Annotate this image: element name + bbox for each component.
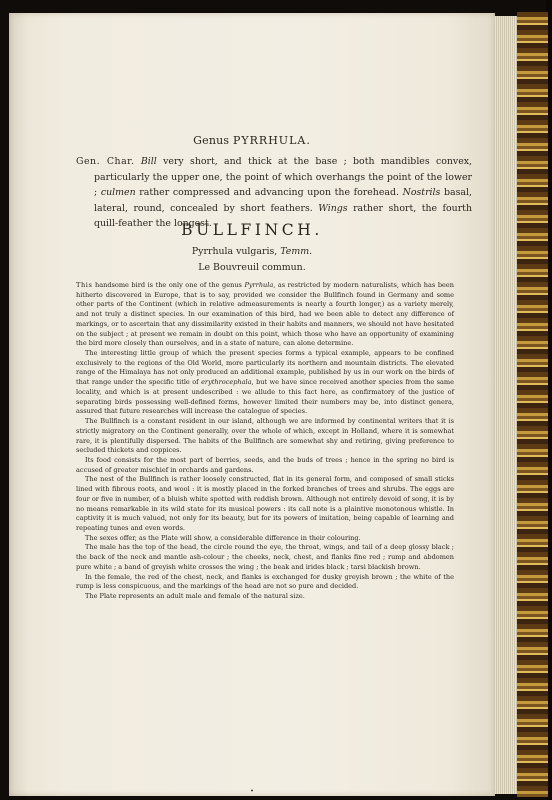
paragraph: The male has the top of the head, the circle round the eye, the throat, wings, and tail of a deep glossy black ; the back of the neck and mantle ash-colour ; the cheeks, neck, chest, and flanks fine red ; rump and abdomen pure white ; a band of greyish white crosses the wing ; the beak and irides black ; tarsi blackish brown. [76,543,454,571]
bill-text: very short, and thick at the base ; both mandibles convex, particularly the upper one, the point of which overhangs the point of the lower ; [94,156,473,199]
latin-binomial: Pyrrhula vulgaris, [191,246,278,257]
book-page [9,13,495,796]
latin-name [9,246,495,257]
wings-label: Wings [318,202,348,214]
genus-name: PYRRHULA. [232,134,311,147]
genus-italic: Pyrrhula, [244,281,276,289]
page-edges [495,16,517,794]
bill-label: Bill [140,156,157,167]
paragraph: The nest of the Bullfinch is rather loosely constructed, flat in its general form, and composed of small sticks lined with fibrous roots, and wool : it is mostly placed in the forked branches of trees and shrubs. The eggs are four or five in number, of a bluish white spotted with reddish brown. Although not entirely devoid of song, it is by no means remarkable in its wild state for its musical powers : its call note is a plaintive monotonous whistle. In captivity it is much valued, not only for its beauty, but for its powers of imitation, being capable of learning and repeating tunes and even words. [76,475,454,532]
text-run: The interesting little group of which the present species forms a typical example, appears to be confined exclusively to the regions of the Old World, more particularly its northern and mountain districts. The elevated range of the Himalaya has not only produced an additional example, published by us in our work on the birds of that range under the specific title of [76,349,454,387]
genus-heading [9,134,495,147]
text-run: but we have since received another species from the same locality, and which is at present undescribed : we allude to this fact here, as confirmatory of the justice of separating birds possessing well-defined forms, however limited their numbers may be, into distinct genera, assured that future researches will increase the catalogue of species. [76,378,454,416]
latin-author: Temm. [280,246,313,257]
genus-prefix: Genus [193,134,230,147]
species-title: BULLFINCH. [181,221,323,239]
nostrils-text: basal, lateral, round, concealed by short feathers. [94,187,473,214]
species-description [76,281,454,602]
paragraph: In the female, the red of the chest, neck, and flanks is exchanged for dusky greyish brown ; the white of the rump is less conspicuous, and the markings of the head are not so pure and decided. [76,572,454,591]
french-name: Le Bouvreuil commun. [198,262,306,273]
page-folio-mark: • [250,788,254,795]
text-run: as restricted by modern naturalists, which has been hitherto discovered in Europe, that is to say, provided we consider the Bullfinch found in Germany and some other parts of the Continent (which in relative admeasurements is nearly a fourth longer,) as a variety merely, and not truly a distinct species. In our examination of this bird, had we been able to detect any difference of markings, or to ascertain that any dissimilarity existed in their habits and manners, we should not have hesitated on the subject ; at present we remain in doubt on this point, which those who have an opportunity of examining the bird more closely than ourselves, and in a state of nature, can alone determine. [76,281,454,348]
specific-italic: erythrocephala, [201,378,254,387]
gen-char-label: Gen. Char. [76,156,135,167]
wings-text: rather short, the fourth quill-feather the longest. [94,202,472,230]
culmen-label: culmen [100,187,136,199]
paragraph [76,349,454,417]
text-run: handsome bird is the only one of the genus [94,281,242,289]
paragraph: The Plate represents an adult male and female of the natural size. [85,592,305,600]
culmen-text: rather compressed and advancing upon the forehead. [139,187,399,199]
book-spine-binding [517,12,548,797]
paragraph: The sexes offer, as the Plate will show, a considerable difference in their colouring. [85,533,361,542]
drop-lead: This [76,281,93,289]
paragraph: Its food consists for the most part of berries, seeds, and the buds of trees ; hence in the spring no bird is accused of greater mischief in orchards and gardens. [76,455,454,474]
nostrils-label: Nostrils [402,187,441,199]
paragraph: The Bullfinch is a constant resident in our island, although we are informed by continental writers that it is strictly migratory on the Continent generally, over the whole of which, except in Holland, where it is somewhat rare, it is plentifully dispersed. The habits of the Bullfinch are somewhat shy and retiring, giving preference to secluded thickets and coppices. [76,417,454,455]
paragraph [76,281,454,349]
